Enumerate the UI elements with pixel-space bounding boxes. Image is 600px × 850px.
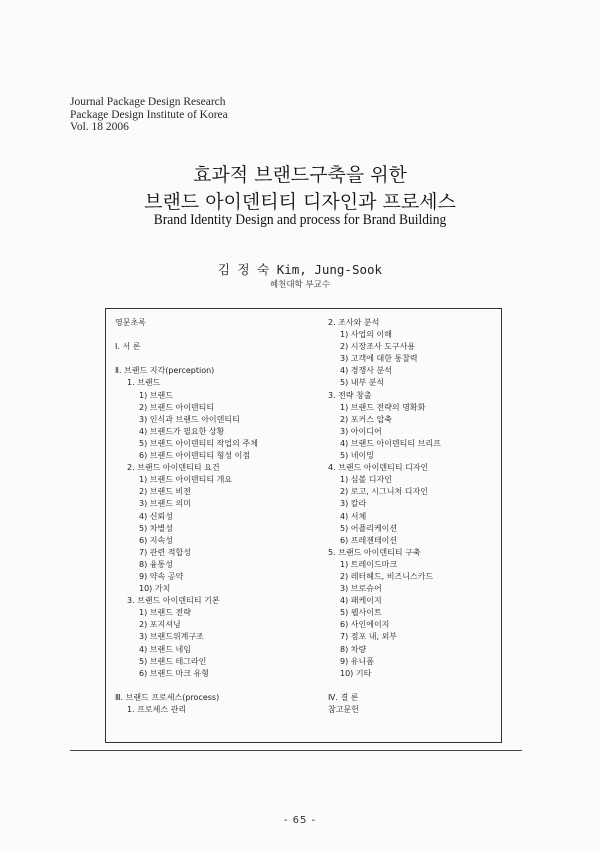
toc-entry: 2) 포지셔닝 bbox=[139, 620, 181, 630]
toc-right-column bbox=[328, 317, 441, 716]
toc-entry: 1) 심볼 디자인 bbox=[340, 475, 392, 485]
toc-entry: 7) 점포 내, 외부 bbox=[340, 632, 398, 642]
toc-entry: 4) 서체 bbox=[340, 511, 367, 521]
toc-entry: 3) 브로슈어 bbox=[340, 584, 382, 594]
toc-entry bbox=[115, 353, 258, 365]
toc-entry: 3) 칼라 bbox=[340, 499, 367, 509]
toc-entry: 6) 사인에이지 bbox=[340, 620, 390, 630]
title-korean-line1: 효과적 브랜드구축을 위한 bbox=[193, 164, 407, 186]
toc-entry bbox=[328, 680, 441, 692]
journal-header bbox=[70, 96, 228, 134]
toc-entry: 3) 브랜드 의미 bbox=[139, 499, 191, 509]
author-name: 김 정 숙 Kim, Jung-Sook bbox=[217, 262, 383, 277]
toc-entry: 3) 아이디어 bbox=[340, 426, 382, 436]
toc-entry: 3. 전략 창출 bbox=[328, 390, 372, 400]
toc-entry: 1) 브랜드 전략의 명확화 bbox=[340, 402, 426, 412]
toc-entry: 5) 브랜드 테그라인 bbox=[139, 656, 207, 666]
toc-entry: 1) 브랜드 전략 bbox=[139, 608, 191, 618]
toc-entry: 6) 지속성 bbox=[139, 535, 173, 545]
toc-entry: 4) 경쟁사 분석 bbox=[340, 366, 392, 376]
toc-entry: 2) 브랜드 비젼 bbox=[139, 487, 191, 497]
toc-entry: 2) 포커스 압축 bbox=[340, 414, 392, 424]
toc-entry: 4) 브랜드 아이덴티티 브리프 bbox=[340, 438, 441, 448]
toc-entry: 참고문헌 bbox=[328, 705, 359, 714]
toc-entry: 5) 어플리케이션 bbox=[340, 523, 398, 533]
toc-entry: 4) 신뢰성 bbox=[139, 511, 173, 521]
toc-entry: 1) 브랜드 bbox=[139, 390, 173, 400]
toc-left-column bbox=[115, 317, 258, 716]
toc-entry: 6) 브랜드 마크 유형 bbox=[139, 668, 209, 678]
journal-institute: Package Design Institute of Korea bbox=[70, 108, 228, 121]
toc-entry: 1) 사업의 이해 bbox=[340, 330, 392, 340]
journal-volume: Vol. 18 2006 bbox=[70, 121, 129, 133]
toc-entry: 2) 시장조사 도구사용 bbox=[340, 342, 416, 352]
toc-entry: 3. 브랜드 아이덴티티 기본 bbox=[127, 596, 220, 606]
toc-entry: 5) 차별성 bbox=[139, 523, 173, 533]
toc-entry: 4) 브랜드가 필요한 상황 bbox=[139, 426, 225, 436]
toc-entry: 3) 고객에 대한 통찰력 bbox=[340, 354, 418, 364]
toc-entry: 1. 브랜드 bbox=[127, 378, 161, 388]
toc-entry bbox=[115, 329, 258, 341]
toc-entry: 2. 브랜드 아이덴티티 요건 bbox=[127, 463, 220, 473]
toc-entry: 1) 브랜드 아이덴티티 개요 bbox=[139, 475, 233, 485]
toc-entry: 6) 프레젠테이션 bbox=[340, 535, 398, 545]
toc-entry: 4) 브랜드 네임 bbox=[139, 644, 191, 654]
toc-entry: 6) 브랜드 아이덴티티 형성 이점 bbox=[139, 451, 251, 461]
toc-entry: Ⅳ. 결 론 bbox=[328, 692, 359, 702]
toc-entry: 4) 패케이지 bbox=[340, 596, 382, 606]
toc-entry: Ⅱ. 브랜드 지각(perception) bbox=[115, 366, 215, 376]
toc-entry: 2) 브랜드 아이덴티티 bbox=[139, 402, 215, 412]
toc-entry: Ⅲ. 브랜드 프로세스(process) bbox=[115, 692, 220, 702]
journal-name: Journal Package Design Research bbox=[70, 96, 226, 108]
toc-entry: 5) 네이밍 bbox=[340, 451, 374, 461]
footer-divider bbox=[70, 750, 522, 751]
toc-entry: Ⅰ. 서 론 bbox=[115, 342, 141, 352]
toc-entry: 8) 차량 bbox=[340, 644, 367, 654]
title-english: Brand Identity Design and process for Brand Building bbox=[153, 212, 447, 228]
toc-entry bbox=[115, 680, 258, 692]
author-affiliation: 혜천대학 부교수 bbox=[269, 280, 331, 290]
toc-entry: 2. 조사와 분석 bbox=[328, 318, 380, 327]
toc-entry: 2) 로고, 시그니처 디자인 bbox=[340, 487, 428, 497]
toc-entry: 5) 브랜드 아이덴티티 작업의 주체 bbox=[139, 438, 258, 448]
toc-entry: 7) 관련 적합성 bbox=[139, 547, 191, 557]
title-korean-line2: 브랜드 아이덴티티 디자인과 프로세스 bbox=[144, 191, 456, 213]
toc-entry: 영문초록 bbox=[115, 318, 146, 327]
toc-entry: 1. 프로세스 관리 bbox=[127, 705, 187, 714]
toc-entry: 3) 브랜드위계구조 bbox=[139, 632, 204, 642]
table-of-contents-box bbox=[105, 308, 502, 743]
toc-entry: 8) 융통성 bbox=[139, 559, 173, 569]
toc-entry: 2) 레터헤드, 비즈니스카드 bbox=[340, 571, 434, 581]
toc-entry: 5. 브랜드 아이덴티티 구축 bbox=[328, 547, 421, 557]
page-number: - 65 - bbox=[283, 815, 317, 826]
toc-entry: 4. 브랜드 아이덴티티 디자인 bbox=[328, 463, 429, 473]
toc-entry: 10) 가치 bbox=[139, 584, 171, 594]
toc-entry: 10) 기타 bbox=[340, 668, 372, 678]
toc-entry: 1) 트레이드마크 bbox=[340, 559, 398, 569]
toc-entry: 9) 유니폼 bbox=[340, 656, 374, 666]
toc-entry: 5) 웹사이트 bbox=[340, 608, 382, 618]
toc-entry: 9) 약속 공약 bbox=[139, 571, 184, 581]
toc-entry: 3) 인식과 브랜드 아이덴티티 bbox=[139, 414, 240, 424]
toc-entry: 5) 내부 분석 bbox=[340, 378, 385, 388]
